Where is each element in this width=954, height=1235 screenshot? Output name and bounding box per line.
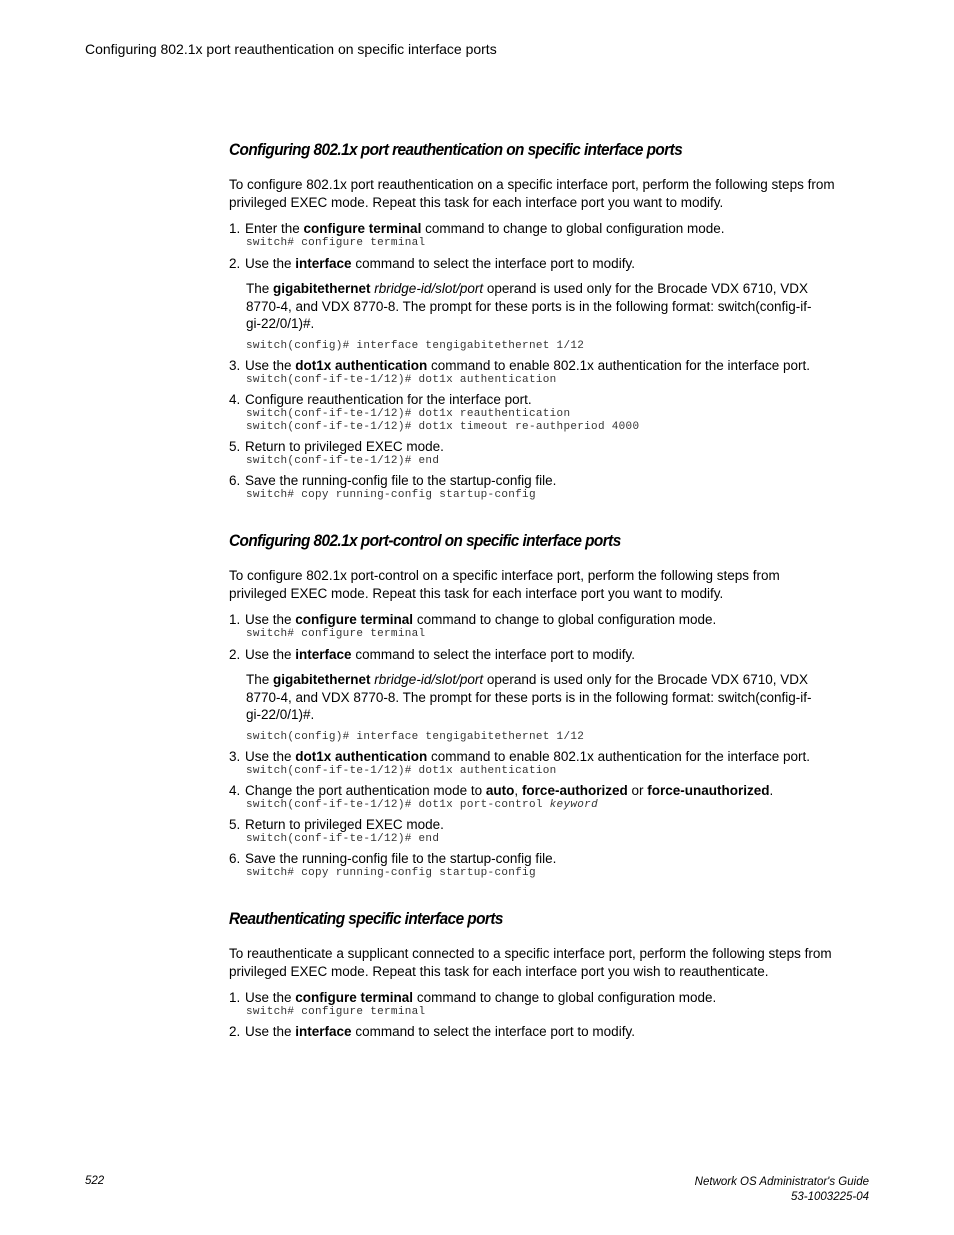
section-title: Configuring 802.1x port reauthentication on specific interface ports (229, 141, 683, 159)
step-text: command to change to global configuration mode. (413, 612, 717, 627)
command-name: configure terminal (295, 990, 414, 1005)
step-number: 1. (229, 612, 241, 627)
code-sample: switch(conf-if-te-1/12)# dot1x authentication (246, 765, 557, 777)
step-number: 4. (229, 783, 241, 798)
running-head: Configuring 802.1x port reauthentication on specific interface ports (85, 41, 497, 57)
command-name: configure terminal (295, 612, 414, 627)
step-number: 2. (229, 647, 241, 662)
intro-paragraph (229, 176, 869, 211)
step-text: . (769, 783, 774, 798)
step-text: Use the (245, 1024, 296, 1039)
note-text: gi-22/0/1)#. (246, 316, 315, 331)
step-text: Save the running-config file to the startup-config file. (245, 851, 557, 866)
command-name: gigabitethernet (273, 672, 371, 687)
step-text: command to enable 802.1x authentication for the interface port. (427, 749, 811, 764)
doc-number: 53-1003225-04 (790, 1191, 869, 1203)
guide-title: Network OS Administrator's Guide (694, 1176, 869, 1188)
intro-paragraph (229, 567, 869, 602)
note-text: The (246, 672, 274, 687)
step-text: command to change to global configuration mode. (413, 990, 717, 1005)
code-sample: switch# configure terminal (246, 237, 426, 249)
step-text: Use the (245, 256, 296, 271)
step-number: 3. (229, 358, 241, 373)
intro-line: To reauthenticate a supplicant connected to a specific interface port, perform the following steps from (229, 946, 832, 961)
code-sample: switch(conf-if-te-1/12)# end (246, 833, 440, 845)
step-text: command to enable 802.1x authentication for the interface port. (427, 358, 811, 373)
step-text: Enter the (245, 221, 304, 236)
note-text: gi-22/0/1)#. (246, 707, 315, 722)
note-paragraph (246, 671, 846, 724)
intro-line: privileged EXEC mode. Repeat this task for each interface port you want to modify. (229, 585, 724, 601)
step-text: Return to privileged EXEC mode. (245, 817, 444, 832)
code-sample: switch(conf-if-te-1/12)# dot1x authentication (246, 374, 557, 386)
operand-name: rbridge-id/slot/port (374, 281, 484, 296)
step-text: Return to privileged EXEC mode. (245, 439, 444, 454)
code-sample: switch(config)# interface tengigabitethernet 1/12 (246, 340, 585, 352)
step-item (229, 255, 869, 272)
intro-line: To configure 802.1x port reauthentication on a specific interface port, perform the following steps from (229, 177, 835, 192)
section-title: Configuring 802.1x port-control on specific interface ports (229, 532, 621, 550)
step-number: 4. (229, 392, 241, 407)
code-sample: switch(conf-if-te-1/12)# dot1x reauthentication (246, 408, 571, 420)
step-number: 1. (229, 221, 241, 236)
step-text: , (514, 783, 522, 798)
step-number: 6. (229, 851, 241, 866)
step-text: command to change to global configuration mode. (421, 221, 725, 236)
command-name: dot1x authentication (295, 749, 428, 764)
step-item (229, 989, 869, 1006)
step-number: 6. (229, 473, 241, 488)
note-text: 8770-4, and VDX 8770-8. The prompt for these ports is in the following format: switch(config-if- (246, 298, 812, 314)
step-number: 5. (229, 439, 241, 454)
step-item (229, 748, 869, 765)
step-item (229, 816, 869, 833)
step-text: Save the running-config file to the startup-config file. (245, 473, 557, 488)
step-item (229, 611, 869, 628)
note-text: 8770-4, and VDX 8770-8. The prompt for these ports is in the following format: switch(config-if- (246, 689, 812, 705)
step-item (229, 357, 869, 374)
step-text: Configure reauthentication for the interface port. (245, 392, 532, 407)
command-name: dot1x authentication (295, 358, 428, 373)
step-item (229, 220, 869, 237)
command-name: gigabitethernet (273, 281, 371, 296)
intro-line: To configure 802.1x port-control on a specific interface port, perform the following steps from (229, 568, 780, 583)
code-sample: switch# configure terminal (246, 1006, 426, 1018)
note-paragraph (246, 280, 846, 333)
step-number: 2. (229, 1024, 241, 1039)
option-name: auto (485, 783, 515, 798)
step-text: command to select the interface port to modify. (351, 256, 635, 271)
intro-line: privileged EXEC mode. Repeat this task for each interface port you wish to reauthenticate. (229, 963, 769, 979)
step-text: Use the (245, 647, 296, 662)
command-name: interface (295, 1024, 352, 1039)
step-item (229, 438, 869, 455)
step-item (229, 850, 869, 867)
intro-line: privileged EXEC mode. Repeat this task for each interface port you want to modify. (229, 194, 724, 210)
note-text: The (246, 281, 274, 296)
intro-paragraph (229, 945, 869, 980)
option-name: force-authorized (521, 783, 628, 798)
code-sample: switch# copy running-config startup-config (246, 489, 536, 501)
code-keyword: keyword (549, 799, 598, 811)
step-number: 2. (229, 256, 241, 271)
step-item (229, 472, 869, 489)
code-text: switch(conf-if-te-1/12)# dot1x port-control (246, 799, 550, 811)
step-number: 5. (229, 817, 241, 832)
step-item (229, 1023, 869, 1040)
command-name: interface (295, 647, 352, 662)
footer-doc-info (695, 1175, 869, 1205)
step-text: Use the (245, 749, 296, 764)
code-sample: switch(conf-if-te-1/12)# end (246, 455, 440, 467)
step-item (229, 646, 869, 663)
step-text: Change the port authentication mode to (245, 783, 486, 798)
command-name: configure terminal (303, 221, 422, 236)
command-name: interface (295, 256, 352, 271)
code-sample: switch# configure terminal (246, 628, 426, 640)
operand-name: rbridge-id/slot/port (374, 672, 484, 687)
step-text: Use the (245, 612, 296, 627)
step-item (229, 782, 869, 799)
step-text: command to select the interface port to modify. (351, 647, 635, 662)
code-sample (246, 799, 598, 812)
code-sample: switch(conf-if-te-1/12)# dot1x timeout re-authperiod 4000 (246, 421, 640, 433)
option-name: force-unauthorized (647, 783, 770, 798)
note-text: operand is used only for the Brocade VDX 6710, VDX (483, 281, 809, 296)
page-number: 522 (85, 1175, 105, 1187)
step-text: Use the (245, 358, 296, 373)
step-number: 1. (229, 990, 241, 1005)
code-sample: switch# copy running-config startup-config (246, 867, 536, 879)
step-text: or (627, 783, 648, 798)
step-text: command to select the interface port to modify. (351, 1024, 635, 1039)
step-number: 3. (229, 749, 241, 764)
step-item (229, 391, 869, 408)
step-text: Use the (245, 990, 296, 1005)
note-text: operand is used only for the Brocade VDX 6710, VDX (483, 672, 809, 687)
section-title: Reauthenticating specific interface ports (229, 910, 503, 928)
code-sample: switch(config)# interface tengigabitethernet 1/12 (246, 731, 585, 743)
